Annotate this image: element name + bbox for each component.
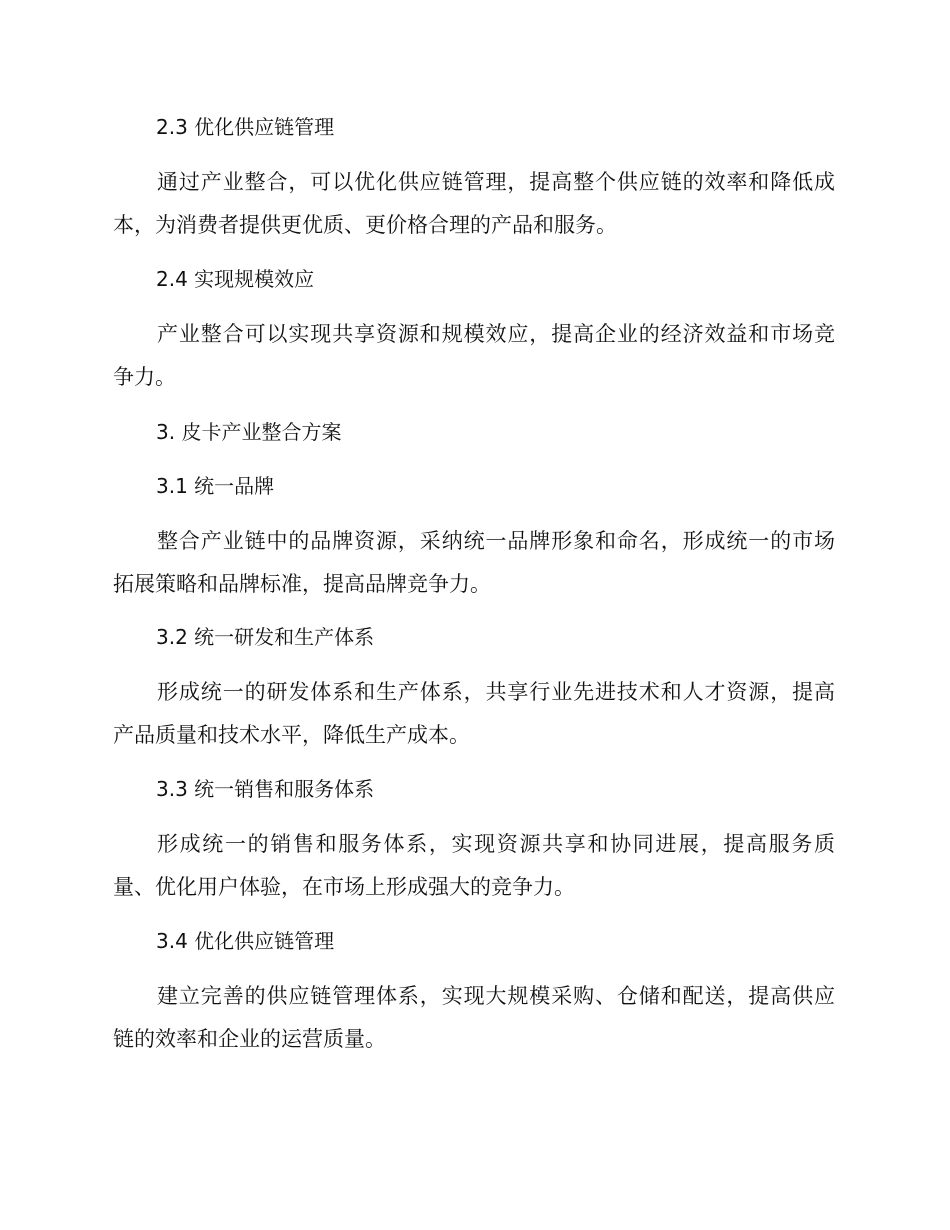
paragraph-line: 建立完善的供应链管理体系，实现大规模采购、仓储和配送，提高供应 xyxy=(157,984,835,1008)
section-heading-3-4: 3.4 优化供应链管理 xyxy=(156,929,335,953)
paragraph-line: 整合产业链中的品牌资源，采纳统一品牌形象和命名，形成统一的市场 xyxy=(157,529,835,553)
paragraph-line: 产业整合可以实现共享资源和规模效应，提高企业的经济效益和市场竞 xyxy=(157,322,835,346)
section-paragraph-3-2 xyxy=(113,671,835,757)
paragraph-line: 形成统一的销售和服务体系，实现资源共享和协同进展，提高服务质 xyxy=(157,832,835,856)
section-heading-2-4: 2.4 实现规模效应 xyxy=(156,267,315,291)
section-paragraph-3-1 xyxy=(113,520,835,606)
paragraph-line: 拓展策略和品牌标准，提高品牌竞争力。 xyxy=(113,572,491,596)
section-paragraph-2-3 xyxy=(113,161,835,247)
section-heading-3-1: 3.1 统一品牌 xyxy=(156,474,275,498)
paragraph-line: 通过产业整合，可以优化供应链管理，提高整个供应链的效率和降低成 xyxy=(157,170,835,194)
section-paragraph-3-3 xyxy=(113,823,835,909)
section-heading-3-2: 3.2 统一研发和生产体系 xyxy=(156,625,375,649)
section-heading-2-3: 2.3 优化供应链管理 xyxy=(156,115,335,139)
paragraph-line: 产品质量和技术水平，降低生产成本。 xyxy=(113,723,470,747)
paragraph-line: 量、优化用户体验，在市场上形成强大的竞争力。 xyxy=(113,875,575,899)
paragraph-line: 形成统一的研发体系和生产体系，共享行业先进技术和人才资源，提高 xyxy=(157,680,835,704)
section-paragraph-3-4 xyxy=(113,975,835,1061)
paragraph-line: 本，为消费者提供更优质、更价格合理的产品和服务。 xyxy=(113,213,617,237)
paragraph-line: 争力。 xyxy=(113,365,176,389)
section-heading-3-3: 3.3 统一销售和服务体系 xyxy=(156,777,375,801)
paragraph-line: 链的效率和企业的运营质量。 xyxy=(113,1027,386,1051)
section-paragraph-2-4 xyxy=(113,313,835,399)
section-heading-3: 3. 皮卡产业整合方案 xyxy=(156,420,342,444)
